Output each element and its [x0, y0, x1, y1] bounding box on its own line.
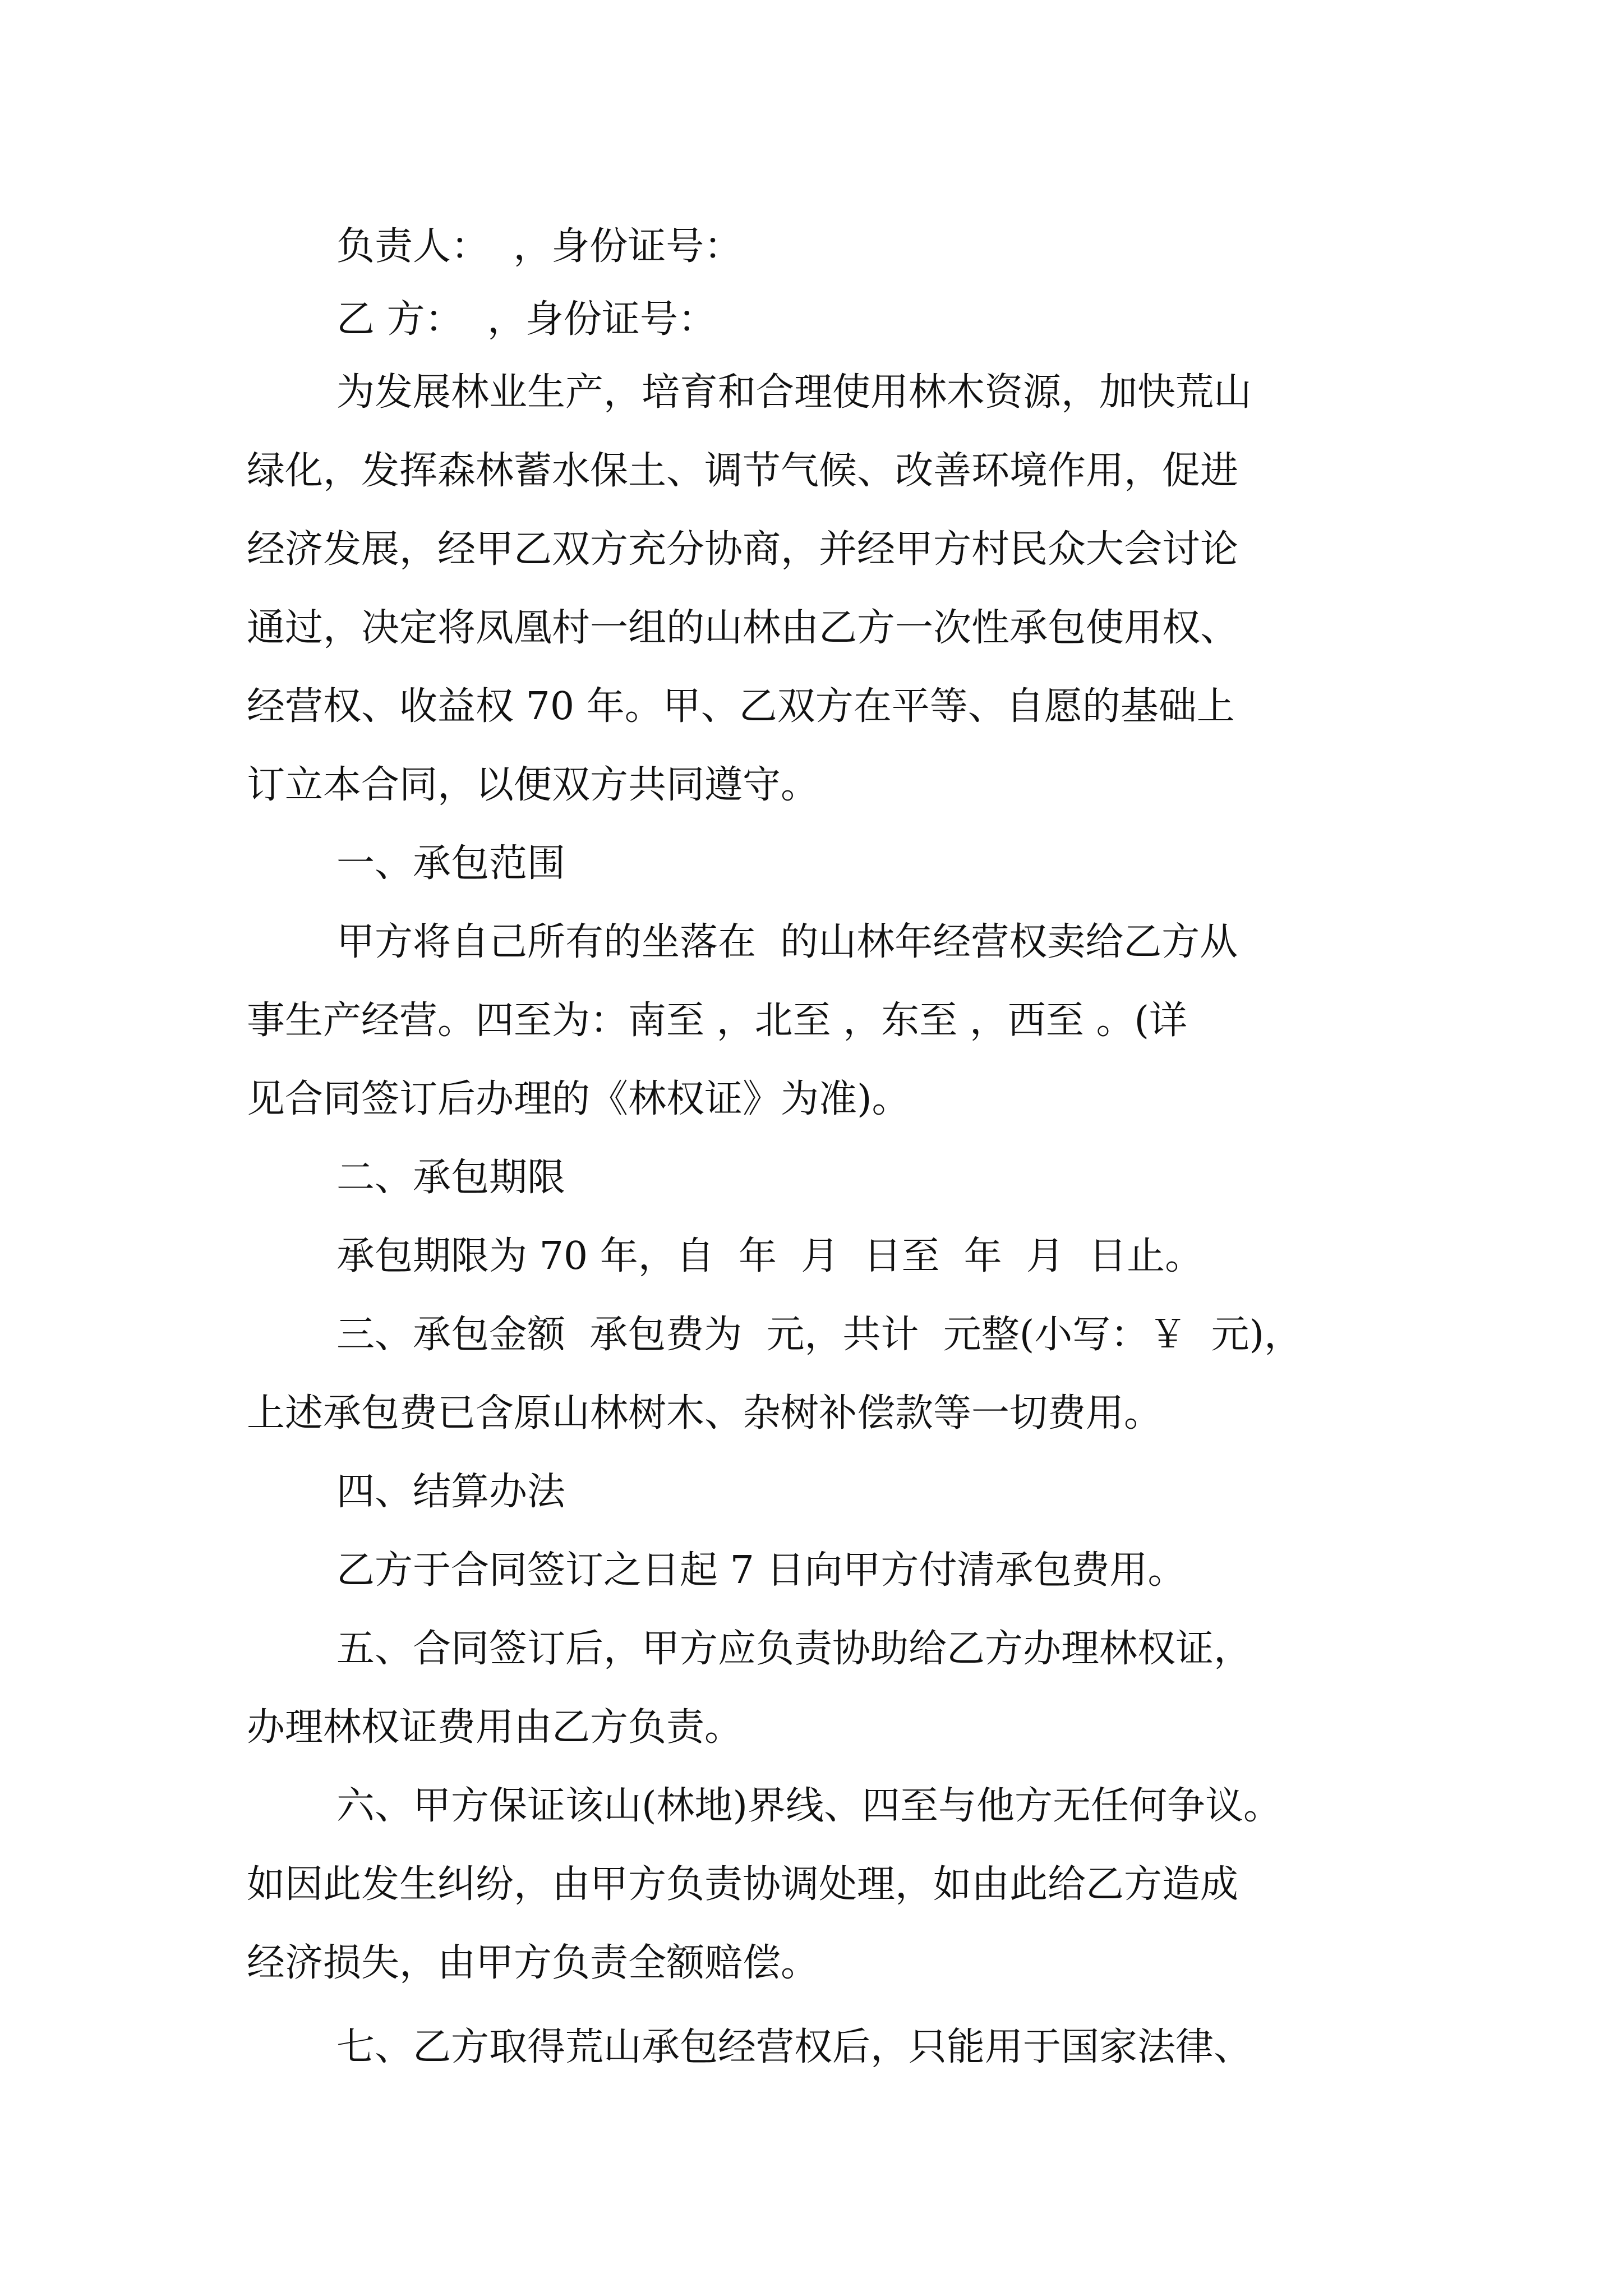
text-line: 甲方将自己所有的坐落在 的山林年经营权卖给乙方从: [336, 920, 1238, 964]
clause-seven: 七、乙方取得荒山承包经营权后，只能用于国家法律、: [336, 2025, 1252, 2069]
text-line: 经济损失，由甲方负责全额赔偿。: [247, 1941, 819, 1985]
clause-five: 五、合同签订后，甲方应负责协助给乙方办理林权证，: [336, 1627, 1252, 1671]
text-line: 见合同签订后办理的《林权证》为准)。: [247, 1077, 910, 1121]
text-line: 经济发展，经甲乙双方充分协商，并经甲方村民众大会讨论: [247, 527, 1239, 572]
text-line: 如因此发生纠纷，由甲方负责协调处理，如由此给乙方造成: [247, 1862, 1239, 1907]
text-line: 乙方于合同签订之日起 7 日向甲方付清承包费用。: [336, 1548, 1186, 1593]
text-line: 绿化，发挥森林蓄水保土、调节气候、改善环境作用，促进: [247, 449, 1239, 493]
text-line: 事生产经营。四至为：南至 ，北至 ，东至 ，西至 。(详: [247, 999, 1187, 1043]
text-line-responsible-person: 负责人： ，身份证号：: [336, 224, 743, 269]
text-line: 办理林权证费用由乙方负责。: [247, 1705, 743, 1750]
clause-six: 六、甲方保证该山(林地)界线、四至与他方无任何争议。: [336, 1784, 1282, 1828]
section-heading-term: 二、承包期限: [336, 1156, 566, 1200]
section-heading-settlement: 四、结算办法: [336, 1470, 566, 1514]
text-line: 承包期限为 70 年，自 年 月 日至 年 月 日止。: [336, 1234, 1204, 1278]
section-heading-amount: 三、承包金额 承包费为 元，共计 元整(小写：￥ 元)，: [336, 1313, 1302, 1357]
text-line: 经营权、收益权 70 年。甲、乙双方在平等、自愿的基础上: [247, 684, 1235, 729]
text-line: 上述承包费已含原山林树木、杂树补偿款等一切费用。: [247, 1391, 1163, 1435]
text-line: 为发展林业生产，培育和合理使用林木资源，加快荒山: [336, 370, 1252, 415]
text-line: 订立本合同，以便双方共同遵守。: [247, 763, 819, 807]
section-heading-scope: 一、承包范围: [336, 841, 566, 886]
text-line-party-b: 乙 方： ，身份证号：: [336, 297, 716, 342]
text-line: 通过，决定将凤凰村一组的山林由乙方一次性承包使用权、: [247, 606, 1239, 650]
